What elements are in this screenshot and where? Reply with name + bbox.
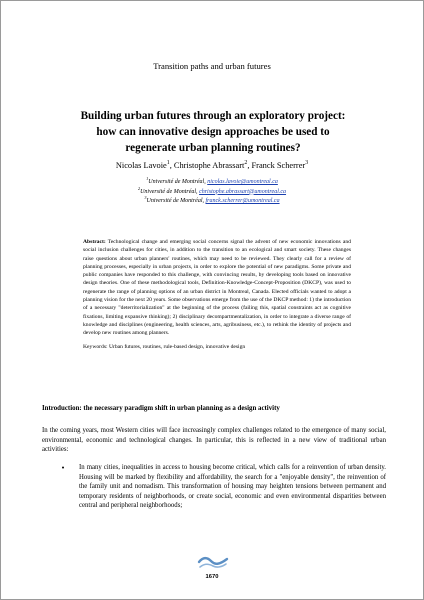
author-email-link[interactable]: christophe.abrassart@umontreal.ca <box>199 188 287 195</box>
paper-title-line: how can innovative design approaches be used to <box>96 126 330 138</box>
paper-title-line: Building urban futures through an exploratory project: <box>80 110 346 122</box>
affiliation-line: $^2$Université de Montréal, christophe.abrassart@umontreal.ca <box>137 185 287 195</box>
keywords: Keywords: Urban futures, routines, rule-based design, innovative design <box>83 344 246 350</box>
author-affil-mark: 3 <box>305 160 309 167</box>
author-name: Franck Scherrer <box>251 161 306 170</box>
author-email-link[interactable]: nicolas.lavoie@umontreal.ca <box>207 179 278 185</box>
author-email-link[interactable]: franck.scherrer@umontreal.ca <box>205 198 280 204</box>
body-paragraph: In the coming years, most Western cities will face increasingly complex challenges related to the emergence of many social, environmental, economic and technological changes. In particular, this is reflected in a new view of traditional urban activities: <box>42 427 386 454</box>
paper-title-line: regenerate urban planning routines? <box>125 142 301 154</box>
author-name: Christophe Abrassart <box>173 161 245 170</box>
conference-wave-logo-icon <box>197 556 229 570</box>
section-heading: Introduction: the necessary paradigm shift in urban planning as a design activity <box>42 405 280 412</box>
running-header: Transition paths and urban futures <box>153 61 271 71</box>
bullet-dot-icon: • <box>61 464 66 472</box>
affiliation-line: $^1$Université de Montréal, nicolas.lavoie@umontreal.ca <box>146 176 278 185</box>
logo-wave-top <box>199 558 227 564</box>
bullet-text: In many cities, inequalities in access to housing become critical, which calls for a reinvention of urban density. Housing will be marked by flexibility and affordability, the search for a "enjoyable density", the reinvention of the family unit and nomadism. This transformation of housing may heighten tensions between permanent and temporary residents of neighborhoods, or create social, economic and even environmental disparities between central and peripheral neighborhoods; <box>79 464 386 510</box>
affiliation-line: $^3$Université de Montréal, franck.scherrer@umontreal.ca <box>144 195 280 204</box>
abstract-label: Abstract: <box>83 239 106 245</box>
page-number: 1670 <box>205 574 219 580</box>
affiliation-list <box>1 178 423 207</box>
logo-wave-bottom <box>200 564 226 567</box>
abstract-text: Technological change and emerging social concerns signal the advent of new economic innovations and social inclusion challenges for cities, in addition to the transition to an ecological and smart society. These changes raise questions about urban planners' routines, which may need to be reviewed. They clearly call for a review of planning processes, especially in urban projects, in order to explore the potential of new paradigms. Some private and public companies have responded to this challenge, with convincing results, by developing tools based on innovative design theories. One of these methodological tools, Definition-Knowledge-Concept-Proposition (DKCP), was used to regenerate the range of planning options of an urban district in Montreal, Canada. Elected officials wanted to adopt a planning vision for the next 20 years. Some observations emerge from the use of the DKCP method: 1) the introduction of a necessary "deterritorialization" at the beginning of the process (failing this, spatial constraints act as cognitive fixations, limiting expansive thinking); 2) disciplinary decompartmentalization, in order to integrate a diverse range of knowledge and disciplines (engineering, health sciences, arts, agribusiness, etc.), to rethink the identity of projects and develop new routines among planners. <box>83 239 351 337</box>
author-affil-mark: 2 <box>244 160 248 167</box>
author-name: Nicolas Lavoie <box>115 161 167 170</box>
author-list: Nicolas Lavoie$^1$, Christophe Abrassart$^2$, Franck Scherrer$^3$ <box>115 160 309 170</box>
author-affil-mark: 1 <box>166 160 170 167</box>
paper-title <box>41 108 385 156</box>
abstract <box>83 238 351 338</box>
